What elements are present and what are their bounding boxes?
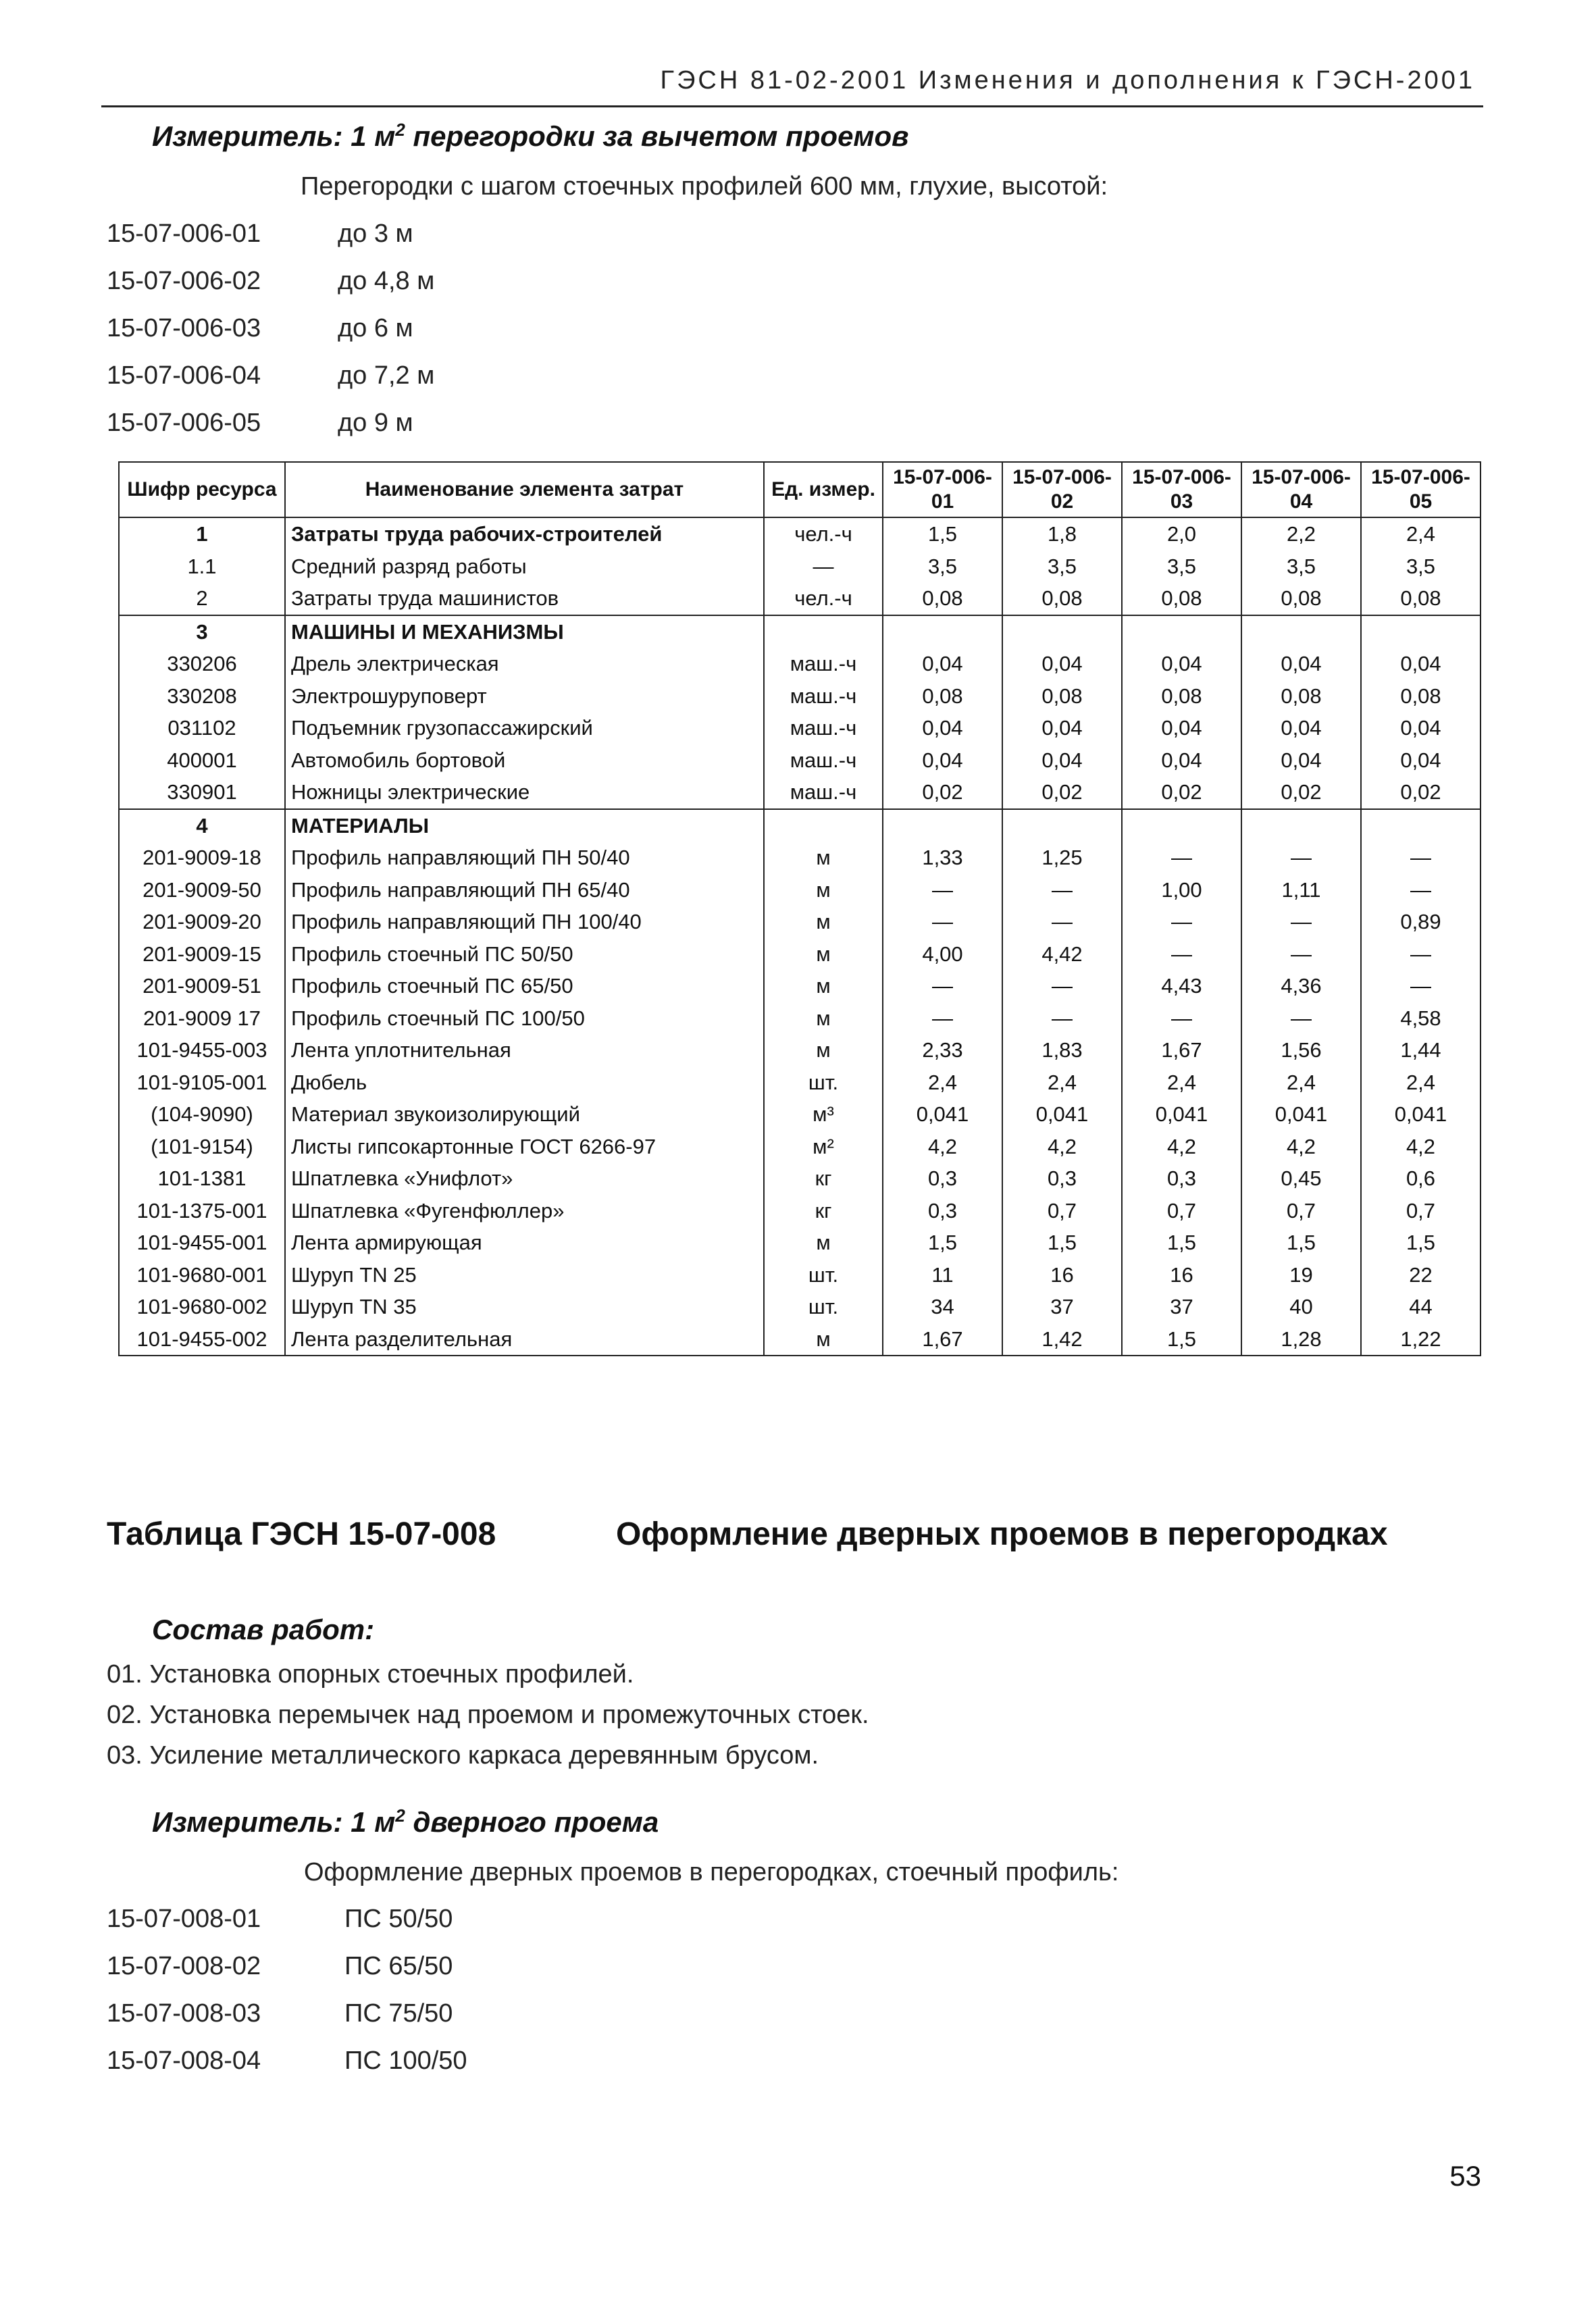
cell-name: Дрель электрическая (285, 648, 764, 680)
cell-value (883, 615, 1002, 648)
variant-code: 15-07-006-01 (107, 220, 261, 248)
variant-desc: ПС 50/50 (344, 1905, 453, 1933)
cell-value: 37 (1002, 1291, 1122, 1323)
cell-value: 2,2 (1241, 517, 1361, 550)
variant-code: 15-07-008-03 (107, 1999, 261, 2028)
table-row (119, 1098, 1481, 1131)
cell-name: Профиль направляющий ПН 100/40 (285, 906, 764, 938)
cell-value: 11 (883, 1259, 1002, 1291)
table-row (119, 1002, 1481, 1035)
cell-value: 0,04 (1122, 744, 1241, 777)
cell-value: 0,02 (883, 776, 1002, 809)
table-row (119, 1195, 1481, 1227)
cell-value: 2,0 (1122, 517, 1241, 550)
table-row (119, 842, 1481, 874)
measure-2-sup: 2 (395, 1805, 405, 1826)
cell-name: Лента разделительная (285, 1323, 764, 1356)
cell-value: 1,83 (1002, 1034, 1122, 1066)
cell-code: 201-9009-20 (119, 906, 285, 938)
cell-value: 0,02 (1361, 776, 1481, 809)
cell-value: 3,5 (1241, 550, 1361, 583)
variant-code: 15-07-006-03 (107, 314, 261, 342)
cell-value: — (1241, 906, 1361, 938)
cell-value: 0,04 (1361, 744, 1481, 777)
cell-value: — (1361, 842, 1481, 874)
header-col-1: 15-07-006-01 (883, 462, 1002, 517)
cell-value: 2,4 (1241, 1066, 1361, 1099)
cell-name: МАТЕРИАЛЫ (285, 809, 764, 842)
cell-value: 2,4 (883, 1066, 1002, 1099)
table-row (119, 648, 1481, 680)
cell-value: — (1002, 1002, 1122, 1035)
cell-value: — (883, 970, 1002, 1002)
cell-value: 3,5 (1002, 550, 1122, 583)
variant-code: 15-07-006-02 (107, 267, 261, 295)
table-row (119, 906, 1481, 938)
cell-value: 1,28 (1241, 1323, 1361, 1356)
measure-heading-1 (152, 120, 909, 153)
cell-unit: м³ (764, 1098, 883, 1131)
table-row (119, 1227, 1481, 1259)
cell-code: 330901 (119, 776, 285, 809)
cell-value: 1,44 (1361, 1034, 1481, 1066)
cell-value: 1,5 (1122, 1227, 1241, 1259)
cell-name: Средний разряд работы (285, 550, 764, 583)
cell-name: Подъемник грузопассажирский (285, 712, 764, 744)
cell-name: Автомобиль бортовой (285, 744, 764, 777)
cell-value: 4,43 (1122, 970, 1241, 1002)
table-section-row (119, 809, 1481, 842)
cell-unit: м (764, 1227, 883, 1259)
cell-value: 0,08 (1002, 582, 1122, 615)
cell-value: 0,7 (1122, 1195, 1241, 1227)
cell-value: 4,2 (883, 1131, 1002, 1163)
cell-unit: чел.-ч (764, 517, 883, 550)
cell-value: 0,7 (1002, 1195, 1122, 1227)
cell-value: 0,04 (1002, 712, 1122, 744)
work-item: 03. Усиление металлического каркаса деревянным брусом. (107, 1741, 819, 1770)
cell-unit: чел.-ч (764, 582, 883, 615)
cell-unit: шт. (764, 1291, 883, 1323)
cell-value (1241, 809, 1361, 842)
cell-code: 1 (119, 517, 285, 550)
cell-value: 1,25 (1002, 842, 1122, 874)
cell-value: 0,08 (883, 582, 1002, 615)
cell-value: 0,7 (1241, 1195, 1361, 1227)
variant-code: 15-07-008-02 (107, 1952, 261, 1980)
cell-code: 101-9455-003 (119, 1034, 285, 1066)
cell-name: Затраты труда рабочих-строителей (285, 517, 764, 550)
cell-name: Шпатлевка «Унифлот» (285, 1162, 764, 1195)
cell-value (1241, 615, 1361, 648)
cell-value: 4,2 (1002, 1131, 1122, 1163)
cell-value: 0,3 (1002, 1162, 1122, 1195)
cell-unit: м (764, 1323, 883, 1356)
cell-name: Электрошуруповерт (285, 680, 764, 713)
cell-value: 22 (1361, 1259, 1481, 1291)
cell-unit: шт. (764, 1259, 883, 1291)
cell-value: 0,3 (883, 1162, 1002, 1195)
sostav-heading: Состав работ: (152, 1614, 375, 1645)
cell-value: — (1361, 938, 1481, 971)
variant-code: 15-07-008-01 (107, 1905, 261, 1933)
cell-name: Листы гипсокартонные ГОСТ 6266-97 (285, 1131, 764, 1163)
cell-value: — (883, 874, 1002, 906)
cell-unit: маш.-ч (764, 648, 883, 680)
cell-code: 201-9009 17 (119, 1002, 285, 1035)
table-row (119, 1131, 1481, 1163)
cell-value: 0,08 (1361, 680, 1481, 713)
cell-code: 201-9009-18 (119, 842, 285, 874)
measure-1-suffix: перегородки за вычетом проемов (405, 120, 909, 152)
cell-value: 2,4 (1002, 1066, 1122, 1099)
variant-code: 15-07-006-04 (107, 361, 261, 390)
cell-name: Лента армирующая (285, 1227, 764, 1259)
cell-value: 0,02 (1122, 776, 1241, 809)
cell-value: 3,5 (1361, 550, 1481, 583)
measure-2-prefix: Измеритель: 1 м (152, 1806, 396, 1838)
cell-value: 0,04 (1241, 744, 1361, 777)
measure-1-sup: 2 (395, 120, 405, 140)
cell-code: 101-1381 (119, 1162, 285, 1195)
header-name: Наименование элемента затрат (285, 462, 764, 517)
cell-code: 031102 (119, 712, 285, 744)
cell-code: 101-1375-001 (119, 1195, 285, 1227)
table-row (119, 1323, 1481, 1356)
cell-value: 0,04 (1241, 712, 1361, 744)
cell-value: 1,5 (1361, 1227, 1481, 1259)
variant-desc: до 7,2 м (338, 361, 435, 390)
cell-code: 3 (119, 615, 285, 648)
cell-value: 4,00 (883, 938, 1002, 971)
table-title: Оформление дверных проемов в перегородках (616, 1516, 1388, 1552)
cell-name: Профиль стоечный ПС 100/50 (285, 1002, 764, 1035)
measure-1-prefix: Измеритель: 1 м (152, 120, 396, 152)
table-row (119, 1034, 1481, 1066)
table-section-row (119, 615, 1481, 648)
cell-name: Шуруп TN 35 (285, 1291, 764, 1323)
table-row (119, 582, 1481, 615)
table-row (119, 550, 1481, 583)
cell-code: 1.1 (119, 550, 285, 583)
cell-value: 37 (1122, 1291, 1241, 1323)
variant-code: 15-07-006-05 (107, 409, 261, 437)
table-row (119, 1291, 1481, 1323)
cell-unit: маш.-ч (764, 680, 883, 713)
cell-name: Затраты труда машинистов (285, 582, 764, 615)
cell-value (883, 809, 1002, 842)
cell-value: 2,4 (1361, 1066, 1481, 1099)
cell-value: 1,5 (1122, 1323, 1241, 1356)
header-col-5: 15-07-006-05 (1361, 462, 1481, 517)
cell-value: 0,04 (1122, 648, 1241, 680)
table-row (119, 874, 1481, 906)
cell-unit: м (764, 874, 883, 906)
variant-desc: до 4,8 м (338, 267, 435, 295)
table-row (119, 1066, 1481, 1099)
cell-value: 0,041 (1241, 1098, 1361, 1131)
cell-code: (101-9154) (119, 1131, 285, 1163)
cell-value: 40 (1241, 1291, 1361, 1323)
cell-value: 0,04 (1361, 712, 1481, 744)
intro-1: Перегородки с шагом стоечных профилей 600 мм, глухие, высотой: (301, 172, 1108, 201)
cell-value: 4,58 (1361, 1002, 1481, 1035)
cell-name: Шпатлевка «Фугенфюллер» (285, 1195, 764, 1227)
table-label: Таблица ГЭСН 15-07-008 (107, 1516, 496, 1552)
cell-code: 400001 (119, 744, 285, 777)
table-row (119, 712, 1481, 744)
cell-unit: кг (764, 1162, 883, 1195)
table-row (119, 776, 1481, 809)
cell-value: — (1002, 906, 1122, 938)
cell-name: Материал звукоизолирующий (285, 1098, 764, 1131)
cell-unit: кг (764, 1195, 883, 1227)
variant-desc: ПС 65/50 (344, 1952, 453, 1980)
cell-value: 1,42 (1002, 1323, 1122, 1356)
cell-value: 0,08 (1361, 582, 1481, 615)
cell-value: 19 (1241, 1259, 1361, 1291)
cell-value: — (1002, 970, 1122, 1002)
table-row (119, 970, 1481, 1002)
cell-unit: м² (764, 1131, 883, 1163)
cell-code: 201-9009-15 (119, 938, 285, 971)
cell-unit: — (764, 550, 883, 583)
cell-name: МАШИНЫ И МЕХАНИЗМЫ (285, 615, 764, 648)
cell-value: 16 (1002, 1259, 1122, 1291)
cell-value: 2,4 (1122, 1066, 1241, 1099)
cell-value: 0,041 (1002, 1098, 1122, 1131)
table-row (119, 744, 1481, 777)
table-body (119, 517, 1481, 1356)
cell-value: 1,56 (1241, 1034, 1361, 1066)
cell-name: Ножницы электрические (285, 776, 764, 809)
cell-value: 0,04 (1002, 648, 1122, 680)
cell-value: — (1122, 938, 1241, 971)
cell-name: Профиль стоечный ПС 65/50 (285, 970, 764, 1002)
cell-value: — (1361, 970, 1481, 1002)
cell-value: 0,02 (1241, 776, 1361, 809)
cell-value: 0,08 (1002, 680, 1122, 713)
cell-value: — (1122, 1002, 1241, 1035)
cell-value: 1,5 (1002, 1227, 1122, 1259)
cell-value: 0,45 (1241, 1162, 1361, 1195)
works-list (107, 1660, 869, 1782)
cell-value: 4,42 (1002, 938, 1122, 971)
cell-code: 201-9009-50 (119, 874, 285, 906)
cell-value: 4,36 (1241, 970, 1361, 1002)
cell-value: — (1361, 874, 1481, 906)
cell-value: 0,04 (883, 744, 1002, 777)
cell-value: 1,22 (1361, 1323, 1481, 1356)
cell-value: 1,33 (883, 842, 1002, 874)
cell-value: 0,08 (883, 680, 1002, 713)
intro-2: Оформление дверных проемов в перегородках, стоечный профиль: (304, 1858, 1119, 1886)
cell-value: 1,11 (1241, 874, 1361, 906)
cell-value: 0,08 (1122, 582, 1241, 615)
cell-name: Дюбель (285, 1066, 764, 1099)
cell-unit: м (764, 938, 883, 971)
cell-value: 1,5 (883, 517, 1002, 550)
cell-code: 4 (119, 809, 285, 842)
cell-value: 0,02 (1002, 776, 1122, 809)
cell-value: 44 (1361, 1291, 1481, 1323)
cell-value: 3,5 (1122, 550, 1241, 583)
header-col-4: 15-07-006-04 (1241, 462, 1361, 517)
cell-code: 330208 (119, 680, 285, 713)
cell-unit: маш.-ч (764, 776, 883, 809)
resource-table (118, 461, 1481, 1356)
variant-desc: ПС 100/50 (344, 2047, 467, 2075)
cell-value: 0,89 (1361, 906, 1481, 938)
cell-code: 101-9680-001 (119, 1259, 285, 1291)
header-col-3: 15-07-006-03 (1122, 462, 1241, 517)
cell-code: 101-9455-001 (119, 1227, 285, 1259)
cell-value: 1,5 (883, 1227, 1002, 1259)
cell-value: 0,7 (1361, 1195, 1481, 1227)
variant-desc: до 9 м (338, 409, 413, 437)
cell-code: 201-9009-51 (119, 970, 285, 1002)
cell-value: 2,33 (883, 1034, 1002, 1066)
cell-value: — (883, 1002, 1002, 1035)
cell-value: 0,08 (1122, 680, 1241, 713)
work-item: 02. Установка перемычек над проемом и промежуточных стоек. (107, 1701, 869, 1729)
cell-unit (764, 615, 883, 648)
cell-value: 0,04 (1361, 648, 1481, 680)
cell-value: 0,6 (1361, 1162, 1481, 1195)
table-row (119, 938, 1481, 971)
measure-2-suffix: дверного проема (405, 1806, 659, 1838)
cell-value: 1,00 (1122, 874, 1241, 906)
cell-value (1361, 615, 1481, 648)
variant-desc: до 6 м (338, 314, 413, 342)
cell-value (1361, 809, 1481, 842)
header-col-2: 15-07-006-02 (1002, 462, 1122, 517)
cell-value: 16 (1122, 1259, 1241, 1291)
cell-value: — (1241, 1002, 1361, 1035)
cell-value: 0,08 (1241, 582, 1361, 615)
cell-value: 0,3 (883, 1195, 1002, 1227)
cell-value: — (1122, 906, 1241, 938)
cell-unit: м (764, 970, 883, 1002)
cell-value: 0,041 (1122, 1098, 1241, 1131)
cell-value: 0,04 (1122, 712, 1241, 744)
cell-value: 4,2 (1122, 1131, 1241, 1163)
cell-code: (104-9090) (119, 1098, 285, 1131)
cell-unit: маш.-ч (764, 712, 883, 744)
cell-value: 1,67 (883, 1323, 1002, 1356)
variant-code: 15-07-008-04 (107, 2047, 261, 2075)
header-title: ГЭСН 81-02-2001 Изменения и дополнения к ГЭСН-2001 (660, 66, 1475, 95)
cell-name: Профиль направляющий ПН 65/40 (285, 874, 764, 906)
cell-value: 4,2 (1361, 1131, 1481, 1163)
cell-code: 101-9455-002 (119, 1323, 285, 1356)
measure-heading-2 (152, 1805, 659, 1839)
cell-value: 34 (883, 1291, 1002, 1323)
cell-value (1122, 809, 1241, 842)
variant-desc: ПС 75/50 (344, 1999, 453, 2028)
cell-value (1122, 615, 1241, 648)
cell-value: 0,04 (1241, 648, 1361, 680)
cell-unit: м (764, 842, 883, 874)
cell-value: 0,08 (1241, 680, 1361, 713)
cell-unit: м (764, 906, 883, 938)
cell-value: 1,67 (1122, 1034, 1241, 1066)
table-row (119, 517, 1481, 550)
work-item: 01. Установка опорных стоечных профилей. (107, 1660, 634, 1689)
cell-value: 1,8 (1002, 517, 1122, 550)
header-code: Шифр ресурса (119, 462, 285, 517)
cell-name: Лента уплотнительная (285, 1034, 764, 1066)
cell-value: 0,04 (883, 712, 1002, 744)
cell-code: 101-9680-002 (119, 1291, 285, 1323)
cell-value: — (1241, 842, 1361, 874)
cell-value (1002, 615, 1122, 648)
cell-unit: м (764, 1034, 883, 1066)
cell-value: 0,04 (1002, 744, 1122, 777)
cell-value: 4,2 (1241, 1131, 1361, 1163)
cell-unit: шт. (764, 1066, 883, 1099)
cell-value: — (1122, 842, 1241, 874)
page-number: 53 (1449, 2160, 1481, 2192)
cell-value: 0,3 (1122, 1162, 1241, 1195)
cell-code: 101-9105-001 (119, 1066, 285, 1099)
cell-value: 0,04 (883, 648, 1002, 680)
variant-desc: до 3 м (338, 220, 413, 248)
cell-value: 0,041 (883, 1098, 1002, 1131)
cell-name: Шуруп TN 25 (285, 1259, 764, 1291)
cell-value: 1,5 (1241, 1227, 1361, 1259)
cell-name: Профиль стоечный ПС 50/50 (285, 938, 764, 971)
cell-value: 2,4 (1361, 517, 1481, 550)
cell-unit: м (764, 1002, 883, 1035)
cell-unit: маш.-ч (764, 744, 883, 777)
cell-code: 330206 (119, 648, 285, 680)
cell-value (1002, 809, 1122, 842)
cell-value: 0,041 (1361, 1098, 1481, 1131)
table-row (119, 680, 1481, 713)
cell-value: 3,5 (883, 550, 1002, 583)
cell-unit (764, 809, 883, 842)
cell-value: — (1241, 938, 1361, 971)
cell-name: Профиль направляющий ПН 50/40 (285, 842, 764, 874)
cell-value: — (883, 906, 1002, 938)
table-row (119, 1259, 1481, 1291)
table-header-row (119, 462, 1481, 517)
running-header (101, 62, 1483, 107)
cell-code: 2 (119, 582, 285, 615)
cell-value: — (1002, 874, 1122, 906)
header-unit: Ед. измер. (764, 462, 883, 517)
table-row (119, 1162, 1481, 1195)
